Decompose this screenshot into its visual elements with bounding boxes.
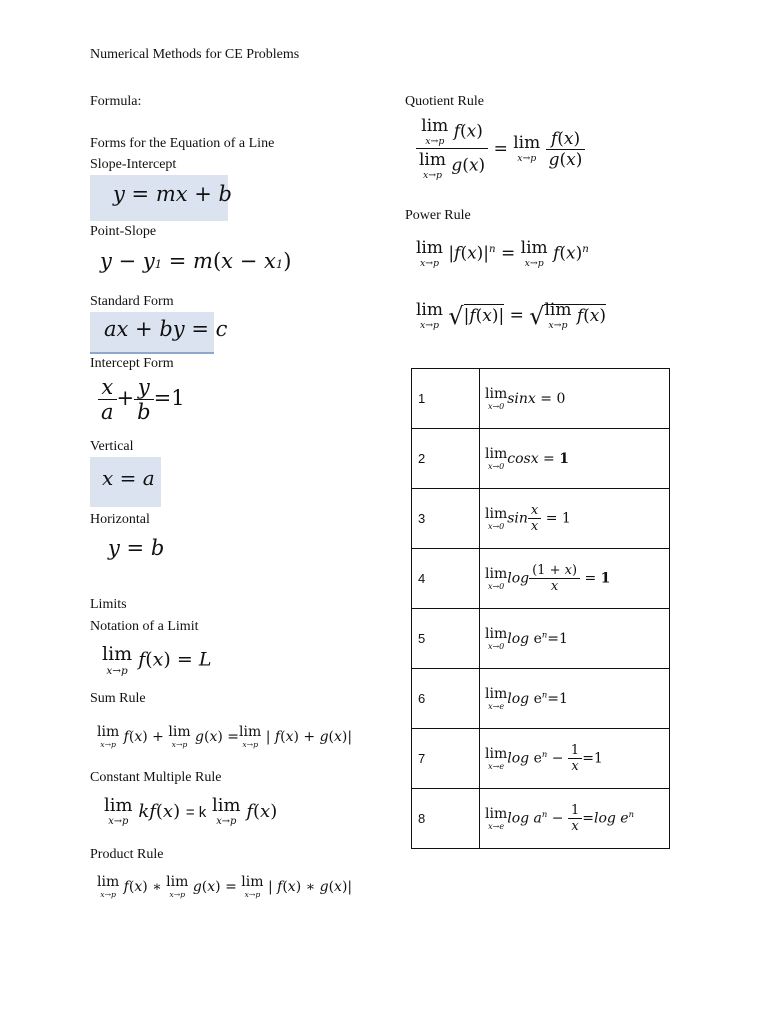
table-row [412, 789, 670, 849]
row-number: 1 [412, 369, 480, 429]
vertical-label: Vertical [90, 439, 134, 454]
power-rule-label: Power Rule [405, 208, 471, 223]
constant-multiple-label: Constant Multiple Rule [90, 770, 222, 785]
intercept-form-label: Intercept Form [90, 356, 174, 371]
sum-rule-label: Sum Rule [90, 691, 146, 706]
point-slope-label: Point-Slope [90, 224, 157, 239]
product-rule-equation: lim x→p f(x) ∗ lim x→p g(x) = lim x→p | f(x) ∗ g(x)| [97, 874, 353, 899]
quotient-rule-label: Quotient Rule [405, 94, 484, 109]
table-row [412, 489, 670, 549]
slope-intercept-label: Slope-Intercept [90, 157, 177, 172]
limits-heading: Limits [90, 597, 127, 612]
limit-expression: lim x→0 sinx = 0 [480, 369, 670, 429]
sum-rule-equation: lim x→p f(x) + lim x→p g(x) = lim x→p | f(x) + g(x)| [97, 724, 353, 749]
notation-equation: lim x→p f(x) = L [102, 643, 212, 677]
limit-expression: lim x→0 sin $\frac{x}{x}$ = 1 [480, 489, 670, 549]
table-row [412, 729, 670, 789]
table-row [412, 609, 670, 669]
row-number: 4 [412, 549, 480, 609]
horizontal-label: Horizontal [90, 512, 150, 527]
row-number: 5 [412, 609, 480, 669]
limit-expression: lim x→e $\log e^n=1$ [480, 669, 670, 729]
standard-form-equation: ax + by = c [104, 317, 228, 341]
notation-label: Notation of a Limit [90, 619, 199, 634]
table-row [412, 669, 670, 729]
constant-multiple-equation: lim x→p kf(x) = k lim x→p f(x) [104, 795, 278, 827]
document-title: Numerical Methods for CE Problems [90, 47, 300, 62]
limit-expression: lim x→0 cosx = 1 [480, 429, 670, 489]
table-row [412, 429, 670, 489]
limit-expression: lim x→e $\log a^n$ − $\frac{1}{x}$ =log $e^n$ [480, 789, 670, 849]
table-row [412, 369, 670, 429]
formula-label: Formula: [90, 94, 142, 109]
power-rule-root-equation: lim x→p √|f(x)| = √ lim x→p f(x) [416, 300, 607, 331]
standard-form-label: Standard Form [90, 294, 174, 309]
limits-table [411, 368, 670, 849]
forms-heading: Forms for the Equation of a Line [90, 136, 275, 151]
limit-expression: lim x→e $\log e^n$ − $\frac{1}{x}$ =1 [480, 729, 670, 789]
row-number: 2 [412, 429, 480, 489]
quotient-rule-equation: lim x→p f(x) lim x→p g(x) = lim x→p $\frac{f(x)}{g(x)}$ [416, 118, 585, 181]
power-rule-equation: lim x→p $|f(x)|^n$ = lim x→p $f(x)^n$ [416, 238, 589, 269]
product-rule-label: Product Rule [90, 847, 164, 862]
horizontal-equation: y = b [108, 536, 165, 560]
slope-intercept-equation: y = mx + b [113, 182, 232, 206]
intercept-form-equation: $\frac{x}{a}$ + $\frac{y}{b}$ =1 [98, 375, 185, 424]
row-number: 7 [412, 729, 480, 789]
row-number: 6 [412, 669, 480, 729]
row-number: 3 [412, 489, 480, 549]
table-row [412, 549, 670, 609]
limit-expression: lim x→0 log $\frac{(1 + x)}{x}$ = 1 [480, 549, 670, 609]
point-slope-equation: y − y1 = m(x − x1) [100, 249, 292, 273]
limit-expression: lim x→0 $\log e^n=1$ [480, 609, 670, 669]
vertical-equation: x = a [102, 466, 155, 490]
row-number: 8 [412, 789, 480, 849]
